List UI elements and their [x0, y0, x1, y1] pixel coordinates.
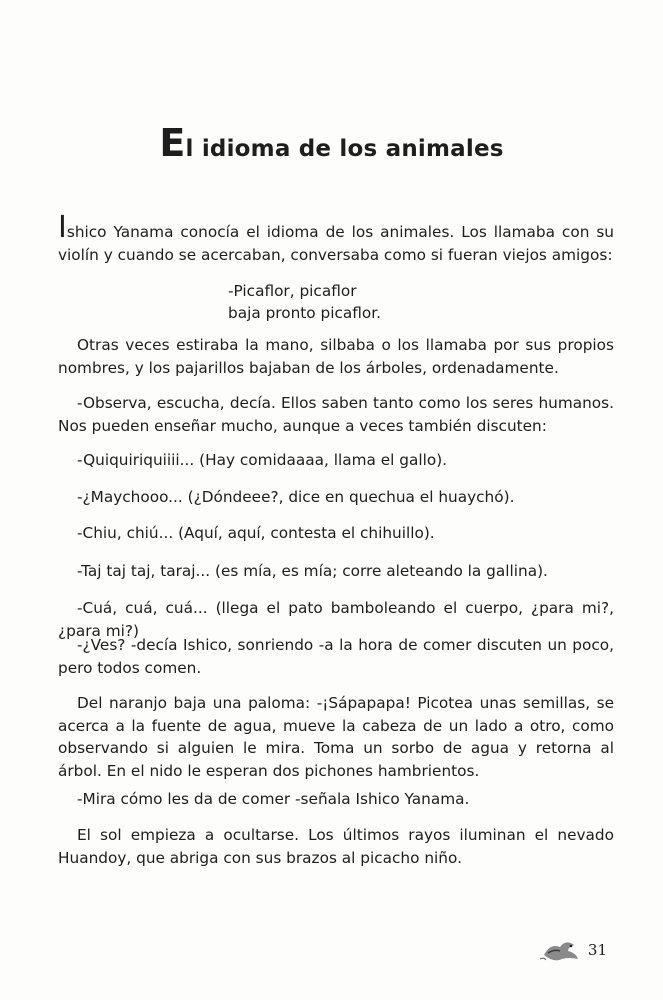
paragraph-8: -Cuá, cuá, cuá... (llega el pato bamboleando el cuerpo, ¿para mi?, ¿para mi?): [58, 599, 614, 640]
paragraph-11: -Mira cómo les da de comer -señala Ishico Yanama.: [77, 790, 470, 808]
paragraph-12: El sol empieza a ocultarse. Los últimos rayos iluminan el nevado Huandoy, que abriga con sus brazos al picacho niño.: [58, 826, 614, 867]
paragraph-10: Del naranjo baja una paloma: -¡Sápapapa! Picotea unas semillas, se acerca a la fuente de agua, mueve la cabeza de un lado a otro, como observando si alguien le mira. Toma un sorbo de agua y retorna al árbol. En el nido le esperan dos pichones hambrientos.: [58, 694, 614, 780]
verse-line-1: -Picaflor, picaflor: [228, 282, 357, 300]
paragraph-2: Otras veces estiraba la mano, silbaba o los llamaba por sus propios nombres, y los pajarillos bajaban de los árboles, ordenadamente.: [58, 336, 614, 377]
chapter-title: [0, 121, 663, 165]
title-rest: l idioma de los animales: [185, 136, 504, 162]
title-initial: E: [159, 121, 186, 165]
drop-cap: I: [58, 210, 67, 245]
verse-line-2: baja pronto picaflor.: [228, 304, 381, 322]
paragraph-7: -Taj taj taj, taraj... (es mía, es mía; corre aleteando la gallina).: [77, 562, 548, 580]
paragraph-4: -Quiquiriquiiii... (Hay comidaaaa, llama el gallo).: [77, 451, 448, 469]
bird-icon: [538, 935, 582, 965]
paragraph-1-text: shico Yanama conocía el idioma de los animales. Los llamaba con su violín y cuando se acercaban, conversaba como si fueran viejos amigos:: [58, 223, 614, 264]
page-footer: [538, 935, 607, 965]
paragraph-6: -Chiu, chiú... (Aquí, aquí, contesta el chihuillo).: [77, 524, 435, 542]
paragraph-9: -¿Ves? -decía Ishico, sonriendo -a la hora de comer discuten un poco, pero todos comen.: [58, 636, 614, 677]
paragraph-5: -¿Maychooo... (¿Dóndeee?, dice en quechua el huaychó).: [77, 488, 515, 506]
page-number: 31: [587, 941, 607, 959]
paragraph-3: -Observa, escucha, decía. Ellos saben tanto como los seres humanos. Nos pueden enseñar mucho, aunque a veces también discuten:: [58, 394, 614, 435]
paragraph-1: [58, 210, 614, 266]
